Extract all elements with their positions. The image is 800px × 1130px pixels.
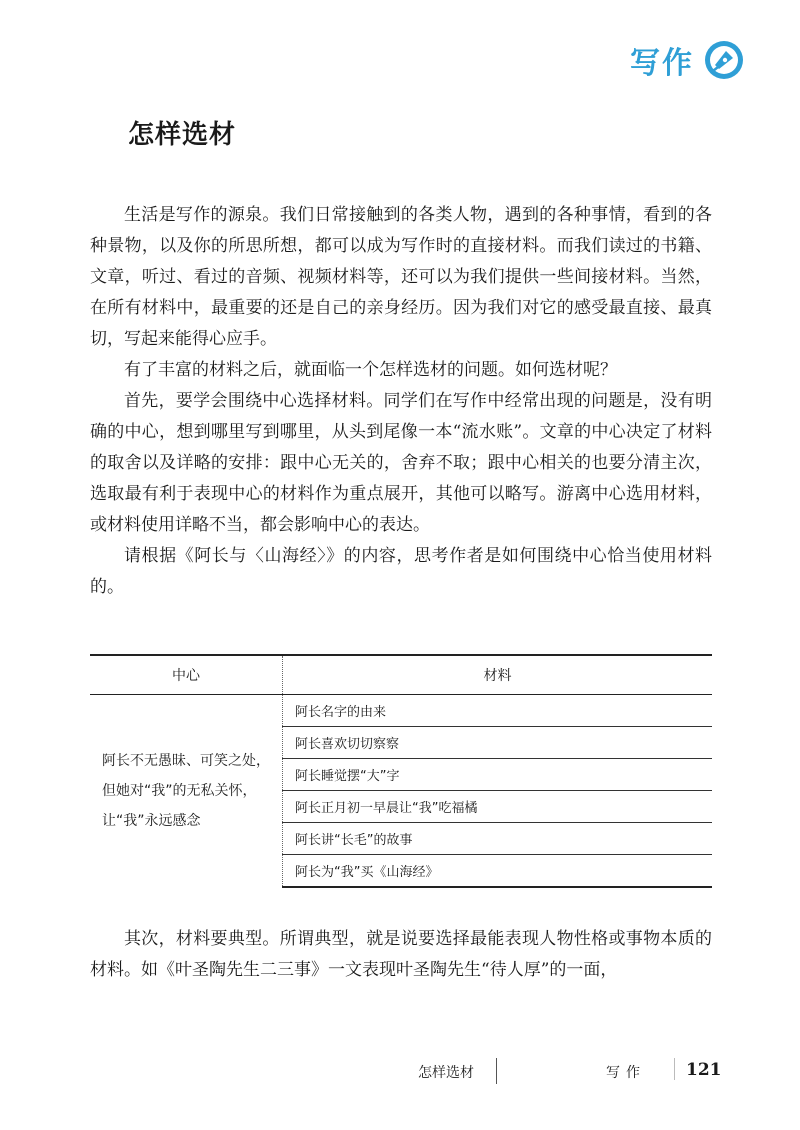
footer-subject: 写作 xyxy=(606,1065,646,1081)
footer-section-title: 怎样选材 xyxy=(418,1065,474,1081)
material-cell: 阿长名字的由来 xyxy=(283,695,713,727)
page-title: 怎样选材 xyxy=(128,120,237,150)
section-tag-label: 写作 xyxy=(630,46,694,81)
pen-nib-icon xyxy=(704,40,744,80)
paragraph: 有了丰富的材料之后，就面临一个怎样选材的问题。如何选材呢？ xyxy=(124,360,617,380)
footer-divider xyxy=(674,1058,675,1080)
paragraph: 首先，要学会围绕中心选择材料。同学们在写作中经常出现的问题是，没有明确的中心，想到哪里写到哪里，从头到尾像一本“流水账”。文章的中心决定了材料的取舍以及详略的安排：跟中心无关的，舍弃不取；跟中心相关的也要分清主次，选取最有利于表现中心的材料作为重点展开，其他可以略写。游离中心选用材料，或材料使用详略不当，都会影响中心的表达。 xyxy=(90,391,712,535)
paragraph: 其次，材料要典型。所谓典型，就是说要选择最能表现人物性格或事物本质的材料。如《叶圣陶先生二三事》一文表现叶圣陶先生“待人厚”的一面， xyxy=(90,929,712,980)
paragraph: 请根据《阿长与〈山海经〉》的内容，思考作者是如何围绕中心恰当使用材料的。 xyxy=(90,546,712,597)
paragraph: 生活是写作的源泉。我们日常接触到的各类人物，遇到的各种事情，看到的各种景物，以及你的所思所想，都可以成为写作时的直接材料。而我们读过的书籍、文章，听过、看过的音频、视频材料等，还可以为我们提供一些间接材料。当然，在所有材料中，最重要的还是自己的亲身经历。因为我们对它的感受最直接、最真切，写起来能得心应手。 xyxy=(90,205,712,349)
section-tag xyxy=(630,38,744,82)
header-materials: 材料 xyxy=(483,668,512,684)
table-header-row xyxy=(90,655,712,695)
footer-divider xyxy=(496,1058,497,1084)
page-number: 121 xyxy=(686,1060,722,1080)
center-materials-table xyxy=(90,654,712,888)
material-cell: 阿长正月初一早晨让“我”吃福橘 xyxy=(283,791,713,823)
header-center: 中心 xyxy=(90,655,283,695)
table-row xyxy=(90,695,712,727)
material-cell: 阿长讲“长毛”的故事 xyxy=(283,823,713,855)
center-cell: 阿长不无愚昧、可笑之处，但她对“我”的无私关怀，让“我”永远感念 xyxy=(90,695,283,888)
material-cell: 阿长为“我”买《山海经》 xyxy=(283,855,713,888)
continuation-text xyxy=(90,924,712,986)
intro-text xyxy=(90,200,712,603)
material-cell: 阿长睡觉摆“大”字 xyxy=(283,759,713,791)
material-cell: 阿长喜欢切切察察 xyxy=(283,727,713,759)
